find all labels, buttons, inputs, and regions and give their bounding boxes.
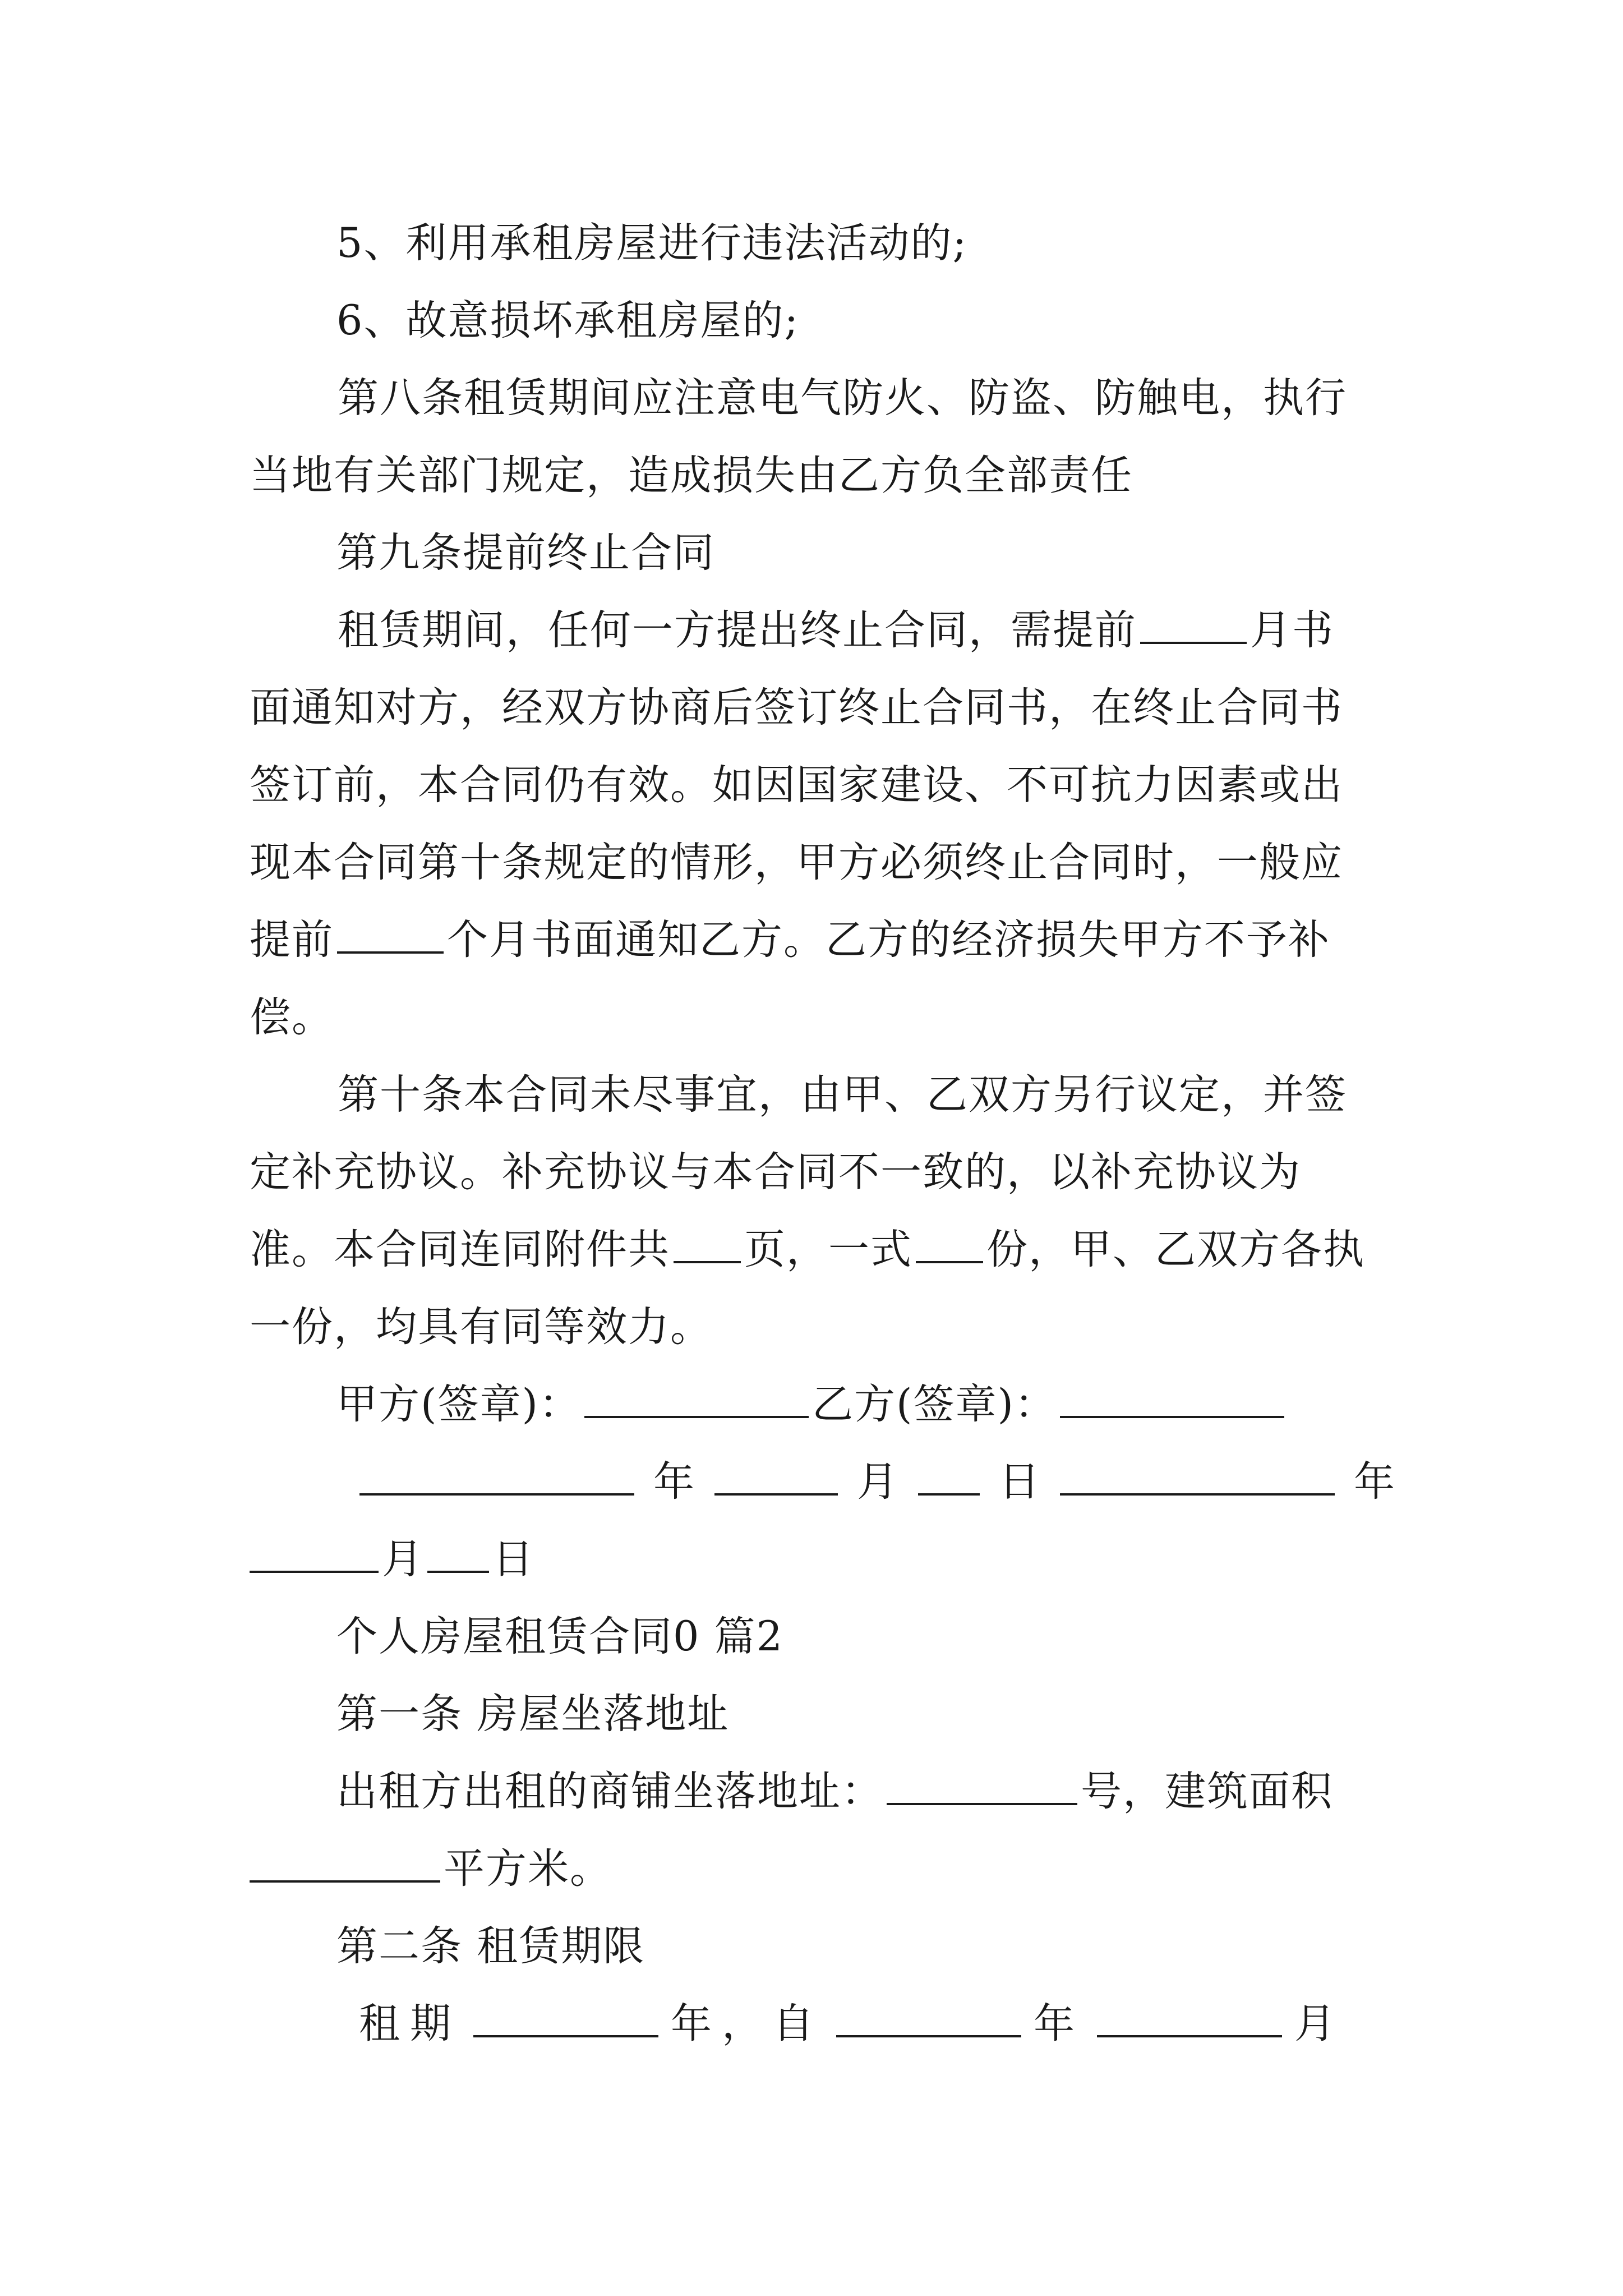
date-line-1 <box>356 1443 1396 1521</box>
article-9-text-3: 个月书面通知乙方。乙方的经济损失甲方不予补偿。 <box>250 916 1330 1041</box>
start-month-blank <box>1097 1996 1282 2037</box>
item-5: 5、利用承租房屋进行违法活动的; <box>336 219 968 267</box>
item-6: 6、故意损坏承租房屋的; <box>336 297 800 344</box>
year-label: 年 <box>653 1458 695 1506</box>
day-label: 日 <box>492 1535 534 1583</box>
day-blank <box>427 1531 489 1573</box>
party-b-sign-label: 乙方(签章)： <box>811 1381 1057 1428</box>
article-9-text-1: 租赁期间，任何一方提出终止合同，需提前 <box>338 606 1137 654</box>
address-blank <box>887 1764 1077 1805</box>
blank-field <box>674 1222 741 1263</box>
article-8 <box>250 360 1374 514</box>
term-blank <box>473 1996 658 2037</box>
c2-article-1-body-cont <box>250 1830 612 1908</box>
year-label: 年 <box>1354 1458 1396 1506</box>
year-blank <box>359 1454 634 1496</box>
article-10-text-1: 第十条本合同未尽事宜，由甲、乙双方另行议定，并签定补充协议。补充协议与本合同不一致的，以补充协议为准。本合同连同附件共 <box>250 1071 1347 1273</box>
year-blank <box>1060 1454 1335 1496</box>
month-blank <box>714 1454 838 1496</box>
article-10 <box>250 1056 1374 1366</box>
c2-article-2-text-1: 租期 <box>359 2000 461 2047</box>
article-9-title: 第九条提前终止合同 <box>336 529 715 577</box>
article-10-text-2: 页，一式 <box>744 1226 912 1273</box>
article-8-text: 第八条租赁期间应注意电气防火、防盗、防触电，执行当地有关部门规定，造成损失由乙方负全部责任 <box>250 374 1347 499</box>
area-blank <box>250 1841 440 1883</box>
c2-article-1-text-3: 平方米。 <box>444 1845 612 1893</box>
party-b-sign-blank <box>1060 1377 1284 1418</box>
party-a-sign-blank <box>584 1377 809 1418</box>
party-a-sign-label: 甲方(签章)： <box>336 1381 581 1428</box>
article-9-text-2: 月书面通知对方，经双方协商后签订终止合同书，在终止合同书签订前，本合同仍有效。如因国家建设、不可抗力因素或出现本合同第十条规定的情形，甲方必须终止合同时，一般应提前 <box>250 606 1343 964</box>
article-9-body <box>250 592 1374 1056</box>
signature-line <box>336 1366 1288 1443</box>
month-blank <box>250 1531 379 1573</box>
c2-article-2-body <box>359 1985 1345 2063</box>
c2-article-2-text-4: 月 <box>1294 2000 1345 2047</box>
date-line-2 <box>250 1521 534 1598</box>
month-label: 月 <box>857 1458 899 1506</box>
c2-article-1-text-2: 号，建筑面积 <box>1081 1768 1333 1815</box>
month-label: 月 <box>382 1535 424 1583</box>
c2-article-2-text-3: 年 <box>1034 2000 1085 2047</box>
blank-field <box>337 912 444 954</box>
contract-2-title: 个人房屋租赁合同0 篇2 <box>336 1613 784 1660</box>
c2-article-1-body <box>336 1753 1333 1830</box>
c2-article-1-title: 第一条 房屋坐落地址 <box>336 1690 730 1738</box>
day-label: 日 <box>999 1458 1041 1506</box>
start-year-blank <box>836 1996 1021 2037</box>
article-10-text-3: 份，甲、乙双方各执一份，均具有同等效力。 <box>250 1226 1365 1351</box>
c2-article-2-text-2: 年，自 <box>671 2000 824 2047</box>
c2-article-2-title: 第二条 租赁期限 <box>336 1922 645 1970</box>
blank-field <box>1140 602 1247 644</box>
c2-article-1-text-1: 出租方出租的商铺坐落地址： <box>336 1768 883 1815</box>
day-blank <box>918 1454 980 1496</box>
blank-field <box>916 1222 983 1263</box>
